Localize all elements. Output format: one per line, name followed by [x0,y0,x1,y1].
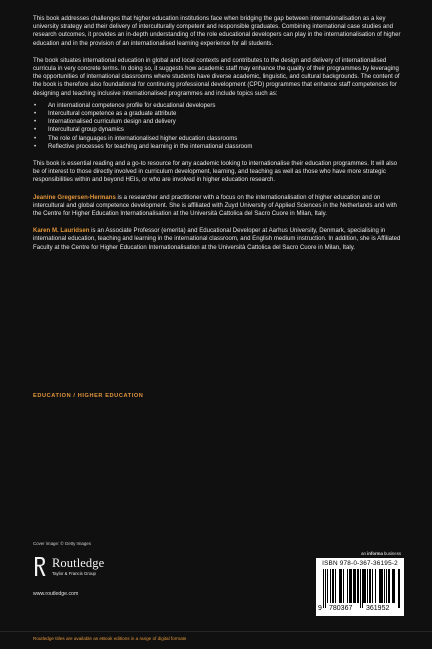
isbn-barcode [316,558,404,616]
barcode-bar [347,569,348,603]
blurb [33,15,403,261]
barcode-bar [399,569,400,608]
barcode-digit-first: 9 [318,605,322,612]
publisher-group: Taylor & Francis Group [52,570,96,576]
barcode-bar [394,569,395,603]
blurb-paragraph-2: The book situates international education in global and local contexts and contributes to the design and delivery of internationalised curricula in very concrete terms. In doing so, it suggests how academic staff may enhance the quality of their programmes by leveraging the opportunities of international classrooms where students have diverse academic, linguistic, and cultural backgrounds. The content of the book is therefore also foundational for continuing professional development (CPD) programmes that enhance staff competences for designing and teaching inclusive internationalised programmes and include topics such as: [33,57,400,97]
barcode-bar [392,569,394,603]
barcode-bar [357,569,359,603]
topics-list [33,102,403,151]
author-bio-text: is a researcher and practitioner with a focus on the internationalisation of higher education and on intercultural and global competence development. She is affiliated with Zuyd University of Applied Sciences in the Netherlands and with the Centre for Higher Education Internationalisation at the Università Cattolica del Sacro Cuore in Milan, Italy. [33,194,397,218]
barcode-bar [384,569,386,603]
informa-brand: informa [367,551,383,556]
barcode-bar [354,569,356,603]
barcode-bar [343,569,344,603]
barcode-bar [332,569,334,603]
barcode-bar [369,569,371,603]
barcode-bar [335,569,336,603]
topic-item: • An international competence profile for educational developers [33,102,403,110]
blurb-paragraph-1: This book addresses challenges that higher education institutions face when bridging the gap between internationalisation as a key university strategy and their delivery of interculturally competent and responsible graduates. Combining international case studies and research outcomes, it provides an in-depth understanding of the role educational developers can play in the internationalisation of higher education and in the provision of an internationalised learning experience for all students. [33,16,401,47]
barcode-bars [323,569,400,607]
barcode-bar [375,569,376,603]
cover-image-credit: Cover image: © Getty Images [33,541,91,546]
publisher-url: www.routledge.com [33,591,79,597]
barcode-bar [372,569,373,603]
routledge-r-mark-icon [33,554,47,578]
topic-item: • Intercultural competence as a graduate attribute [33,110,403,118]
barcode-bar [340,569,342,603]
barcode-digits-right: 361952 [366,605,390,612]
barcode-digits-left: 780367 [329,605,353,612]
barcode-bar [325,569,326,608]
author-name: Karen M. Lauridsen [33,228,90,235]
blurb-paragraph-3: This book is essential reading and a go-to resource for any academic looking to internationalise their education programmes. It will also be of interest to those directly involved in curriculum development, learning, and teaching as well as those who have more strategic responsibilities within and beyond HEIs, or who are involved in higher education research. [33,161,398,184]
topic-item: • Reflective processes for teaching and learning in the international classroom [33,143,403,151]
topic-item: • Internationalised curriculum design and delivery [33,118,403,126]
barcode-bar [380,569,382,603]
barcode-bar [388,569,390,603]
publisher-name: Routledge [52,556,105,570]
topic-item: • Intercultural group dynamics [33,126,403,134]
barcode-bar [327,569,328,603]
author-bio-text: is an Associate Professor (emerita) and Educational Developer at Aarhus University, Denmark, specialising in international education, teaching and learning in the international classroom, and English medium instruction. In addition, she is Affiliated Faculty at the Centre for Higher Education Internationalisation at the Università Cattolica del Sacro Cuore in Milan, Italy. [33,228,401,251]
topic-item: • The role of languages in internationalised higher education classrooms [33,135,403,143]
barcode-bar [349,569,351,603]
author-bio-2 [33,227,403,252]
author-name: Jeanine Gregersen-Hermans [33,194,116,201]
ebook-availability-note: Routledge titles are available as eBook editions in a range of digital formats [33,636,187,641]
isbn-label: ISBN 978-0-367-36195-2 [322,560,398,567]
author-bio-1 [33,194,403,219]
informa-prefix: an [361,551,368,556]
informa-suffix: business [382,551,401,556]
subject-category: EDUCATION / HIGHER EDUCATION [33,393,144,399]
informa-tagline [316,551,401,556]
barcode-bar [363,569,365,603]
routledge-logo [33,554,123,582]
